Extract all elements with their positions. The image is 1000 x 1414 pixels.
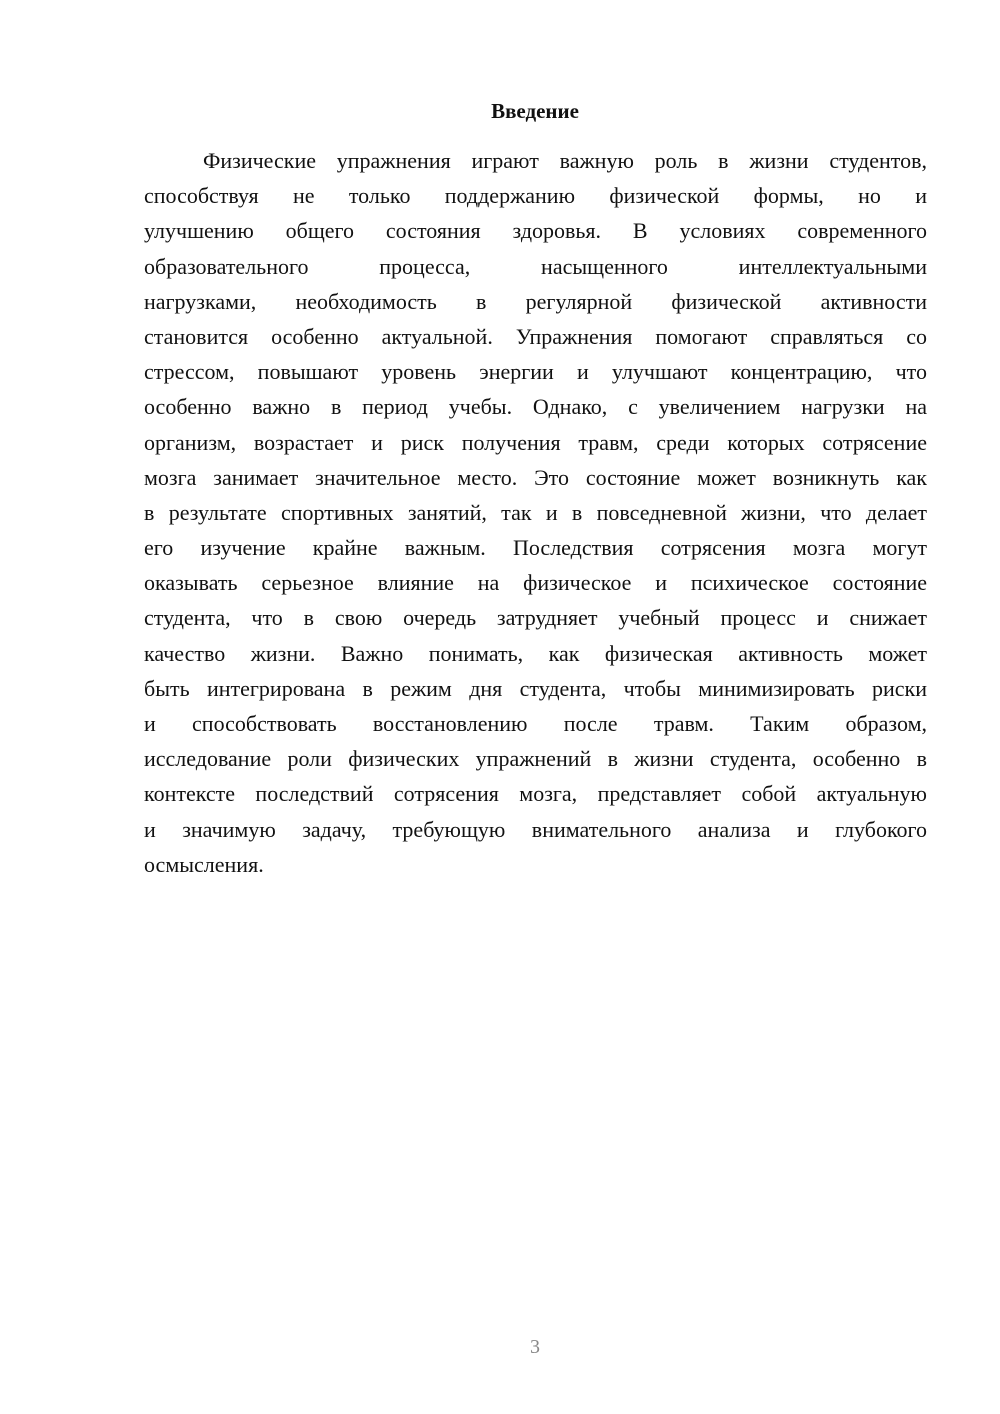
paragraph-line: исследование роли физических упражнений в жизни студента, особенно в: [144, 746, 927, 772]
paragraph-line: студента, что в свою очередь затрудняет учебный процесс и снижает: [144, 605, 927, 631]
paragraph-line: и способствовать восстановлению после травм. Таким образом,: [144, 711, 927, 736]
paragraph-line: особенно важно в период учебы. Однако, с увеличением нагрузки на: [144, 394, 927, 420]
paragraph-line: его изучение крайне важным. Последствия сотрясения мозга могут: [144, 535, 927, 561]
paragraph-line: качество жизни. Важно понимать, как физическая активность может: [144, 640, 927, 666]
introduction-paragraph: [144, 143, 927, 882]
paragraph-line: оказывать серьезное влияние на физическое и психическое состояние: [144, 570, 927, 596]
section-heading: Введение: [491, 99, 579, 123]
paragraph-line: улучшению общего состояния здоровья. В условиях современного: [144, 218, 927, 244]
paragraph-line: становится особенно актуальной. Упражнения помогают справляться со: [144, 323, 927, 349]
paragraph-line: быть интегрирована в режим дня студента, чтобы минимизировать риски: [144, 675, 927, 701]
paragraph-line: способствуя не только поддержанию физической формы, но и: [144, 183, 927, 209]
paragraph-line: нагрузками, необходимость в регулярной физической активности: [144, 288, 927, 314]
page-number: 3: [530, 1336, 540, 1358]
paragraph-line: мозга занимает значительное место. Это состояние может возникнуть как: [144, 464, 927, 490]
paragraph-line: Физические упражнения играют важную роль в жизни студентов,: [203, 148, 927, 173]
paragraph-line: образовательного процесса, насыщенного интеллектуальными: [144, 253, 927, 279]
paragraph-line: в результате спортивных занятий, так и в повседневной жизни, что делает: [144, 499, 927, 525]
paragraph-line: организм, возрастает и риск получения травм, среди которых сотрясение: [144, 429, 927, 455]
paragraph-line: и значимую задачу, требующую внимательного анализа и глубокого: [144, 816, 927, 842]
paragraph-line: осмысления.: [144, 851, 264, 877]
paragraph-line: контексте последствий сотрясения мозга, представляет собой актуальную: [144, 781, 927, 807]
paragraph-line: стрессом, повышают уровень энергии и улучшают концентрацию, что: [144, 359, 927, 385]
